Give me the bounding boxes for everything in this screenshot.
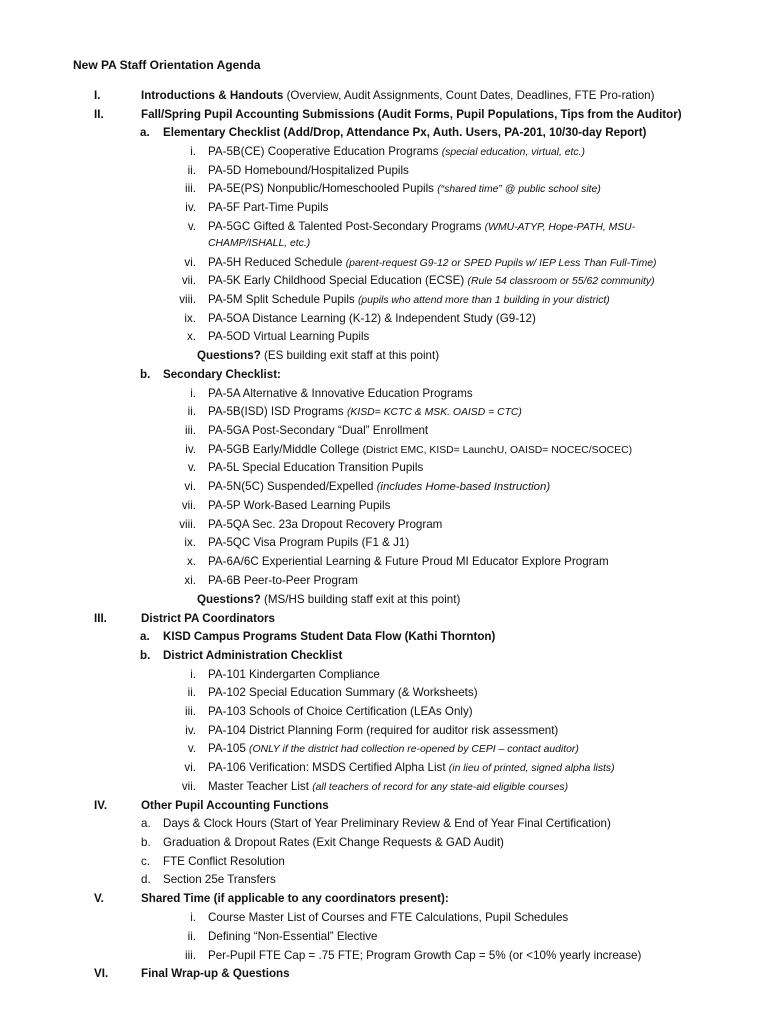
list-item: PA-6B Peer-to-Peer Program [208, 574, 358, 587]
section-title: Shared Time (if applicable to any coordinators present): [141, 892, 449, 905]
list-item: PA-5A Alternative & Innovative Education Programs [208, 387, 473, 400]
item-letter: c. [141, 855, 151, 868]
subsection-title: Elementary Checklist (Add/Drop, Attendance Px, Auth. Users, PA-201, 10/30-day Report) [163, 126, 647, 139]
item-number: x. [186, 555, 196, 568]
list-item: PA-101 Kindergarten Compliance [208, 668, 380, 681]
subsection-letter: a. [140, 630, 150, 643]
item-number: ix. [184, 536, 196, 549]
list-item: PA-5QA Sec. 23a Dropout Recovery Program [208, 518, 443, 531]
list-item: PA-5D Homebound/Hospitalized Pupils [208, 164, 409, 177]
list-item: PA-102 Special Education Summary (& Worksheets) [208, 686, 478, 699]
subsection-letter: a. [140, 126, 150, 139]
item-number: vii. [181, 274, 196, 287]
list-item: Section 25e Transfers [163, 873, 276, 886]
item-number: i. [190, 911, 196, 924]
item-number: ii. [187, 686, 196, 699]
list-item: Graduation & Dropout Rates (Exit Change Requests & GAD Audit) [163, 836, 504, 849]
list-item: PA-5GC Gifted & Talented Post-Secondary Programs (WMU-ATYP, Hope-PATH, MSU- [208, 220, 636, 233]
item-number: iv. [185, 724, 196, 737]
item-number: ii. [187, 930, 196, 943]
section-heading [141, 88, 655, 103]
item-number: iii. [185, 424, 196, 437]
item-number: i. [190, 668, 196, 681]
item-number: viii. [179, 518, 196, 531]
list-item: PA-106 Verification: MSDS Certified Alpha List (in lieu of printed, signed alpha lists) [208, 761, 615, 774]
section-title: Introductions & Handouts [141, 89, 284, 102]
item-number: ii. [187, 164, 196, 177]
item-number: v. [187, 461, 196, 474]
item-number: iii. [185, 705, 196, 718]
section-title: Final Wrap-up & Questions [141, 967, 290, 980]
section-number: VI. [94, 967, 109, 980]
section-number: III. [94, 612, 107, 625]
list-item: PA-103 Schools of Choice Certification (LEAs Only) [208, 705, 473, 718]
subsection-title: Secondary Checklist: [163, 368, 281, 381]
list-item: Master Teacher List (all teachers of record for any state-aid eligible courses) [208, 780, 569, 793]
item-number: i. [190, 387, 196, 400]
list-item: PA-5GB Early/Middle College (District EMC, KISD= LaunchU, OAISD= NOCEC/SOCEC) [208, 443, 633, 456]
item-number: vi. [184, 480, 196, 493]
item-number: iii. [185, 949, 196, 962]
item-number: vii. [181, 499, 196, 512]
list-item: PA-5E(PS) Nonpublic/Homeschooled Pupils (“shared time” @ public school site) [208, 182, 601, 195]
subsection-title: KISD Campus Programs Student Data Flow (Kathi Thornton) [163, 630, 496, 643]
list-item: PA-5OD Virtual Learning Pupils [208, 330, 370, 343]
list-item: PA-5M Split Schedule Pupils (pupils who attend more than 1 building in your district) [208, 293, 610, 306]
section-number: V. [94, 892, 104, 905]
list-item: Days & Clock Hours (Start of Year Preliminary Review & End of Year Final Certification) [163, 817, 611, 830]
section-number: I. [94, 89, 101, 102]
item-number: vi. [184, 761, 196, 774]
section-title: Other Pupil Accounting Functions [141, 799, 329, 812]
item-number: iii. [185, 182, 196, 195]
list-item: Defining “Non-Essential” Elective [208, 930, 378, 943]
item-number: i. [190, 145, 196, 158]
list-item: PA-5N(5C) Suspended/Expelled (includes Home-based Instruction) [208, 480, 551, 493]
list-item: Per-Pupil FTE Cap = .75 FTE; Program Growth Cap = 5% (or <10% yearly increase) [208, 949, 642, 962]
list-item: PA-5F Part-Time Pupils [208, 201, 329, 214]
list-item: Course Master List of Courses and FTE Calculations, Pupil Schedules [208, 911, 569, 924]
document-title: New PA Staff Orientation Agenda [73, 58, 261, 72]
subsection-letter: b. [140, 368, 151, 381]
list-item: PA-5P Work-Based Learning Pupils [208, 499, 391, 512]
item-number: xi. [184, 574, 196, 587]
list-item-continuation: CHAMP/ISHALL, etc.) [208, 238, 311, 249]
questions-note: Questions? (ES building exit staff at this point) [197, 349, 440, 362]
item-number: viii. [179, 293, 196, 306]
list-item: PA-5K Early Childhood Special Education (ECSE) (Rule 54 classroom or 55/62 community) [208, 274, 655, 287]
list-item: PA-5GA Post-Secondary “Dual” Enrollment [208, 424, 429, 437]
item-number: v. [187, 220, 196, 233]
item-letter: a. [141, 817, 151, 830]
subsection-title: District Administration Checklist [163, 649, 343, 662]
list-item: PA-5QC Visa Program Pupils (F1 & J1) [208, 536, 410, 549]
item-number: vii. [181, 780, 196, 793]
section-title: District PA Coordinators [141, 612, 275, 625]
list-item: FTE Conflict Resolution [163, 855, 285, 868]
item-letter: d. [141, 873, 151, 886]
section-detail: (Overview, Audit Assignments, Count Dates, Deadlines, FTE Pro-ration) [283, 89, 655, 102]
item-number: ix. [184, 312, 196, 325]
item-number: v. [187, 742, 196, 755]
item-letter: b. [141, 836, 151, 849]
section-title: Fall/Spring Pupil Accounting Submissions (Audit Forms, Pupil Populations, Tips from the Auditor) [141, 108, 682, 121]
item-number: iv. [185, 443, 196, 456]
list-item: PA-5OA Distance Learning (K-12) & Independent Study (G9-12) [208, 312, 536, 325]
section-number: II. [94, 108, 104, 121]
item-number: x. [186, 330, 196, 343]
section-number: IV. [94, 799, 108, 812]
item-number: iv. [185, 201, 196, 214]
list-item: PA-5H Reduced Schedule (parent-request G9-12 or SPED Pupils w/ IEP Less Than Full-Time) [208, 256, 657, 269]
list-item: PA-5L Special Education Transition Pupils [208, 461, 424, 474]
list-item: PA-6A/6C Experiential Learning & Future Proud MI Educator Explore Program [208, 555, 609, 568]
questions-note: Questions? (MS/HS building staff exit at this point) [197, 593, 461, 606]
item-number: vi. [184, 256, 196, 269]
list-item: PA-5B(CE) Cooperative Education Programs (special education, virtual, etc.) [208, 145, 585, 158]
list-item: PA-104 District Planning Form (required for auditor risk assessment) [208, 724, 559, 737]
list-item: PA-105 (ONLY if the district had collection re-opened by CEPI – contact auditor) [208, 742, 579, 755]
item-number: ii. [187, 405, 196, 418]
subsection-letter: b. [140, 649, 151, 662]
list-item: PA-5B(ISD) ISD Programs (KISD= KCTC & MSK. OAISD = CTC) [208, 405, 522, 418]
